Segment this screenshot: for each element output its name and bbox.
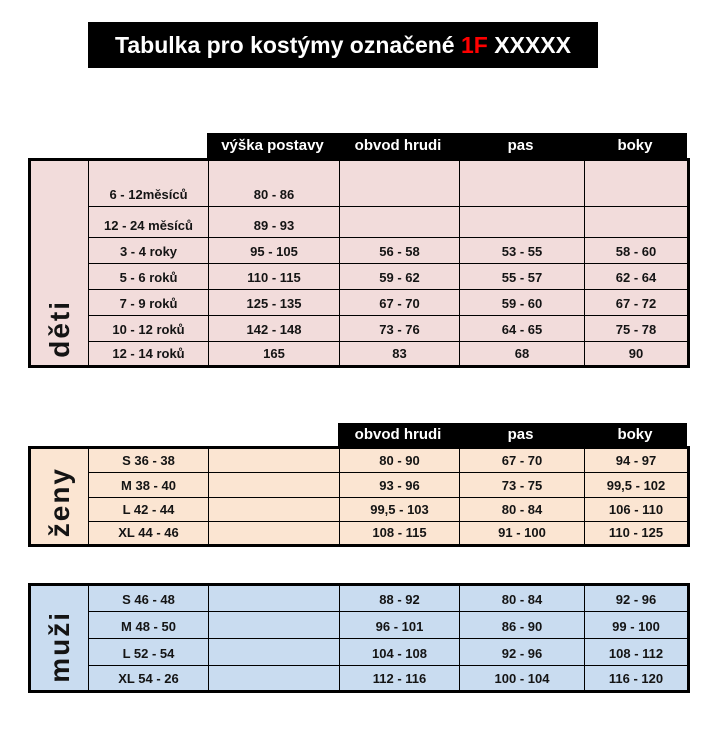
value-cell: 92 - 96: [460, 639, 585, 666]
value-cell: 59 - 60: [460, 290, 585, 316]
size-cell: 7 - 9 roků: [89, 290, 209, 316]
size-cell: 12 - 14 roků: [89, 342, 209, 367]
group-label: muži: [43, 611, 75, 683]
table-row: [30, 522, 689, 546]
value-cell: 112 - 116: [340, 666, 460, 692]
value-cell: 116 - 120: [585, 666, 689, 692]
value-cell: [585, 207, 689, 238]
value-cell: 106 - 110: [585, 498, 689, 522]
size-cell: XL 54 - 26: [89, 666, 209, 692]
table-row: [30, 207, 689, 238]
column-header: boky: [617, 137, 653, 154]
value-cell: 64 - 65: [460, 316, 585, 342]
value-cell: 86 - 90: [460, 612, 585, 639]
size-cell: 12 - 24 měsíců: [89, 207, 209, 238]
column-header: obvod hrudi: [354, 426, 442, 443]
size-cell: S 36 - 38: [89, 448, 209, 473]
zeny-size-table: [28, 446, 690, 547]
size-cell: 6 - 12měsíců: [89, 160, 209, 207]
value-cell: 93 - 96: [340, 473, 460, 498]
value-cell: 96 - 101: [340, 612, 460, 639]
size-cell: 5 - 6 roků: [89, 264, 209, 290]
value-cell: 91 - 100: [460, 522, 585, 546]
group-label-cell: [30, 585, 89, 692]
value-cell: 104 - 108: [340, 639, 460, 666]
muzi-size-table: [28, 583, 690, 693]
table-row: [30, 585, 689, 612]
value-cell: [340, 160, 460, 207]
value-cell: [209, 473, 340, 498]
value-cell: 110 - 115: [209, 264, 340, 290]
value-cell: 92 - 96: [585, 585, 689, 612]
group-label: děti: [43, 300, 75, 358]
value-cell: 95 - 105: [209, 238, 340, 264]
value-cell: [209, 498, 340, 522]
value-cell: [209, 639, 340, 666]
table-row: [30, 666, 689, 692]
column-header: pas: [507, 137, 534, 154]
value-cell: 75 - 78: [585, 316, 689, 342]
table-row: [30, 498, 689, 522]
table-row: [30, 238, 689, 264]
value-cell: 125 - 135: [209, 290, 340, 316]
value-cell: 90: [585, 342, 689, 367]
table-row: [30, 612, 689, 639]
title-text: Tabulka pro kostýmy označené: [115, 31, 461, 58]
value-cell: 94 - 97: [585, 448, 689, 473]
value-cell: [209, 448, 340, 473]
table-row: [30, 473, 689, 498]
value-cell: 73 - 75: [460, 473, 585, 498]
value-cell: 83: [340, 342, 460, 367]
size-cell: 10 - 12 roků: [89, 316, 209, 342]
column-header: boky: [617, 426, 653, 443]
table-row: [30, 264, 689, 290]
value-cell: 80 - 90: [340, 448, 460, 473]
value-cell: 73 - 76: [340, 316, 460, 342]
table-row: [30, 448, 689, 473]
value-cell: [209, 666, 340, 692]
table-row: [30, 160, 689, 207]
value-cell: 53 - 55: [460, 238, 585, 264]
value-cell: 62 - 64: [585, 264, 689, 290]
value-cell: 80 - 86: [209, 160, 340, 207]
value-cell: 110 - 125: [585, 522, 689, 546]
value-cell: [585, 160, 689, 207]
value-cell: 100 - 104: [460, 666, 585, 692]
value-cell: [209, 612, 340, 639]
title-bar: [88, 22, 598, 68]
value-cell: [460, 160, 585, 207]
size-cell: S 46 - 48: [89, 585, 209, 612]
value-cell: 59 - 62: [340, 264, 460, 290]
zeny-column-headers: [338, 423, 687, 446]
value-cell: 165: [209, 342, 340, 367]
table-row: [30, 290, 689, 316]
value-cell: 89 - 93: [209, 207, 340, 238]
value-cell: 108 - 112: [585, 639, 689, 666]
deti-column-headers: [207, 133, 687, 158]
value-cell: 67 - 70: [460, 448, 585, 473]
value-cell: 142 - 148: [209, 316, 340, 342]
table-row: [30, 342, 689, 367]
value-cell: [340, 207, 460, 238]
value-cell: 55 - 57: [460, 264, 585, 290]
value-cell: 99,5 - 102: [585, 473, 689, 498]
table-row: [30, 316, 689, 342]
table-row: [30, 639, 689, 666]
column-header: výška postavy: [221, 137, 324, 154]
column-header: pas: [507, 426, 534, 443]
value-cell: 56 - 58: [340, 238, 460, 264]
title-highlight: 1F: [461, 31, 488, 58]
size-cell: M 38 - 40: [89, 473, 209, 498]
value-cell: 80 - 84: [460, 498, 585, 522]
group-label-cell: [30, 448, 89, 546]
size-cell: L 52 - 54: [89, 639, 209, 666]
value-cell: 67 - 70: [340, 290, 460, 316]
value-cell: 67 - 72: [585, 290, 689, 316]
value-cell: 88 - 92: [340, 585, 460, 612]
value-cell: [460, 207, 585, 238]
column-header: obvod hrudi: [354, 137, 442, 154]
size-cell: M 48 - 50: [89, 612, 209, 639]
title-suffix: XXXXX: [487, 31, 571, 58]
group-label-cell: [30, 160, 89, 367]
value-cell: 99 - 100: [585, 612, 689, 639]
value-cell: [209, 522, 340, 546]
size-cell: XL 44 - 46: [89, 522, 209, 546]
group-label: ženy: [43, 466, 75, 537]
value-cell: 58 - 60: [585, 238, 689, 264]
value-cell: [209, 585, 340, 612]
size-cell: L 42 - 44: [89, 498, 209, 522]
value-cell: 68: [460, 342, 585, 367]
size-cell: 3 - 4 roky: [89, 238, 209, 264]
value-cell: 99,5 - 103: [340, 498, 460, 522]
value-cell: 80 - 84: [460, 585, 585, 612]
deti-size-table: [28, 158, 690, 368]
value-cell: 108 - 115: [340, 522, 460, 546]
